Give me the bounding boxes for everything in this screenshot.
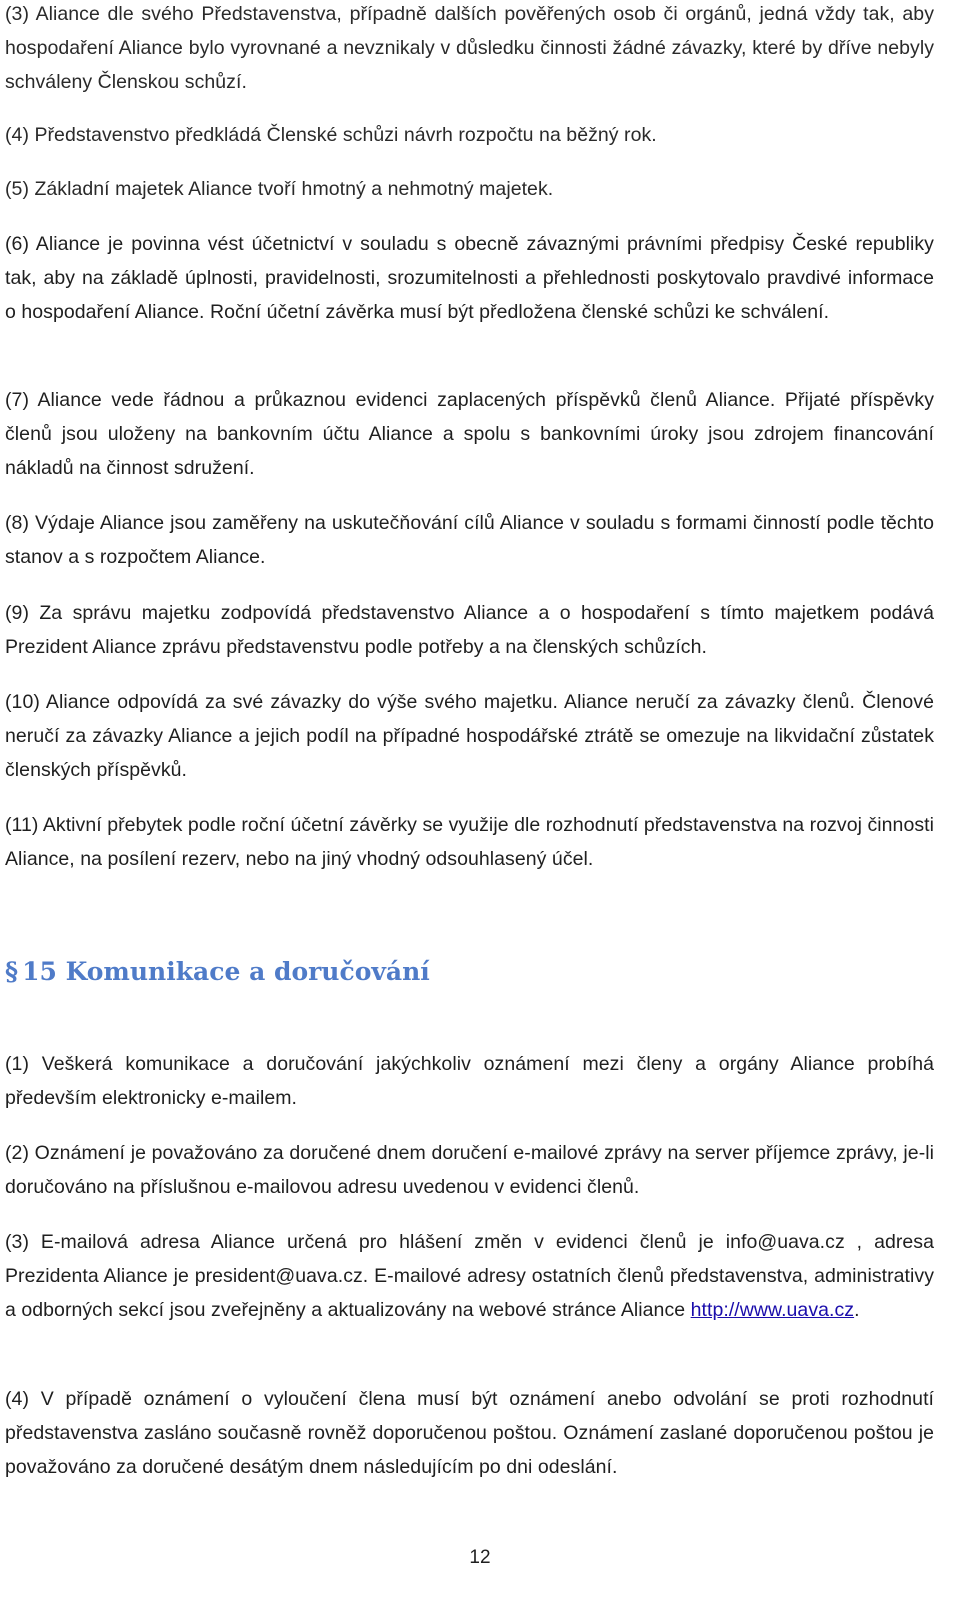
comm-paragraph-3-text: (3) E-mailová adresa Aliance určená pro hlášení změn v evidenci členů je info@uava.cz , adresa Prezidenta Aliance je president@uava.cz. E-mailové adresy ostatních členů představenstva, administrativy a odborných sekcí jsou zveřejněny a aktualizovány na webové stránce Aliance	[5, 1231, 934, 1321]
section-title: 15 Komunikace a doručování	[22, 957, 430, 986]
paragraph-3: (3) Aliance dle svého Představenstva, případně dalších pověřených osob či orgánů, jedná vždy tak, aby hospodaření Aliance bylo vyrovnané a nevznikaly v důsledku činnosti žádné závazky, které by dříve nebyly schváleny Členskou schůzí.	[5, 3, 934, 93]
website-link[interactable]: http://www.uava.cz	[690, 1299, 855, 1321]
paragraph-8: (8) Výdaje Aliance jsou zaměřeny na uskutečňování cílů Aliance v souladu s formami činností podle těchto stanov a s rozpočtem Aliance.	[5, 512, 934, 568]
comm-paragraph-3	[5, 1225, 934, 1327]
paragraph-6: (6) Aliance je povinna vést účetnictví v souladu s obecně závaznými právními předpisy České republiky tak, aby na základě úplnosti, pravidelnosti, srozumitelnosti a přehlednosti poskytovalo pravdivé informace o hospodaření Aliance. Roční účetní závěrka musí být předložena členské schůzi ke schválení.	[5, 233, 934, 323]
section-symbol: §	[5, 957, 19, 986]
page-number: 12	[469, 1547, 491, 1568]
paragraph-11: (11) Aktivní přebytek podle roční účetní závěrky se využije dle rozhodnutí představenstva na rozvoj činnosti Aliance, na posílení rezerv, nebo na jiný vhodný odsouhlasený účel.	[5, 814, 934, 870]
paragraph-10: (10) Aliance odpovídá za své závazky do výše svého majetku. Aliance neručí za závazky členů. Členové neručí za závazky Aliance a jejich podíl na případné hospodářské ztrátě se omezuje na likvidační zůstatek členských příspěvků.	[5, 691, 934, 781]
paragraph-7: (7) Aliance vede řádnou a průkaznou evidenci zaplacených příspěvků členů Aliance. Přijaté příspěvky členů jsou uloženy na bankovním účtu Aliance a spolu s bankovními úroky jsou zdrojem financování nákladů na činnost sdružení.	[5, 389, 934, 479]
comm-paragraph-4: (4) V případě oznámení o vyloučení člena musí být oznámení anebo odvolání se proti rozhodnutí představenstva zasláno současně rovněž doporučenou poštou. Oznámení zaslané doporučenou poštou je považováno za doručené desátým dnem následujícím po dni odeslání.	[5, 1388, 934, 1478]
paragraph-9: (9) Za správu majetku zodpovídá představenstvo Aliance a o hospodaření s tímto majetkem podává Prezident Aliance zprávu představenstvu podle potřeby a na členských schůzích.	[5, 602, 934, 658]
section-heading	[5, 955, 934, 989]
comm-paragraph-1: (1) Veškerá komunikace a doručování jakýchkoliv oznámení mezi členy a orgány Aliance probíhá především elektronicky e-mailem.	[5, 1053, 934, 1109]
comm-paragraph-2: (2) Oznámení je považováno za doručené dnem doručení e-mailové zprávy na server příjemce zprávy, je-li doručováno na příslušnou e-mailovou adresu uvedenou v evidenci členů.	[5, 1142, 934, 1198]
comm-paragraph-3-tail: .	[854, 1299, 860, 1321]
paragraph-4: (4) Představenstvo předkládá Členské schůzi návrh rozpočtu na běžný rok.	[5, 124, 657, 146]
paragraph-5: (5) Základní majetek Aliance tvoří hmotný a nehmotný majetek.	[5, 178, 554, 200]
